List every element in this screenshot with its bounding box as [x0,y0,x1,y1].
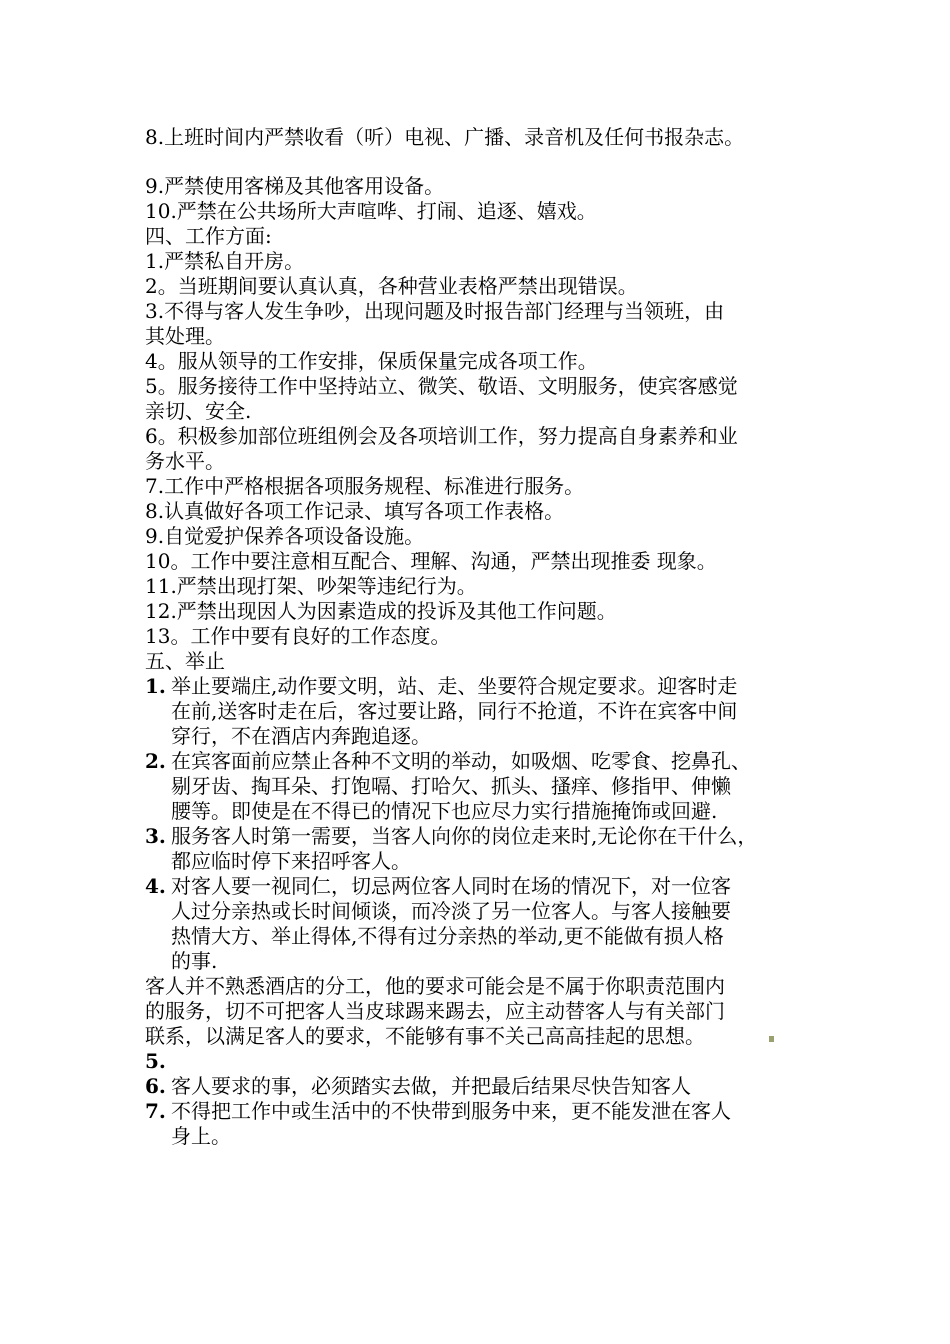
text-line: 2。当班期间要认真认真，各种营业表格严禁出现错误。 [145,274,638,298]
list-item-line: 在宾客面前应禁止各种不文明的举动，如吸烟、吃零食、挖鼻孔、 [171,749,751,773]
text-line: 6。积极参加部位班组例会及各项培训工作，努力提高自身素养和业 [145,424,738,448]
text-line: 13。工作中要有良好的工作态度。 [145,624,451,648]
text-line: 11.严禁出现打架、吵架等违纪行为。 [145,574,477,598]
list-number: 2. [145,749,166,773]
text-line: 9.自觉爱护保养各项设备设施。 [145,524,425,548]
list-item-line: 对客人要一视同仁，切忌两位客人同时在场的情况下，对一位客 [171,874,731,898]
list-item-line: 在前,送客时走在后，客过要让路，同行不抢道，不许在宾客中间 [171,699,738,723]
text-line: 其处理。 [145,324,225,348]
list-number: 3. [145,824,166,848]
text-line: 9.严禁使用客梯及其他客用设备。 [145,174,445,198]
paragraph-line: 客人并不熟悉酒店的分工，他的要求可能会是不属于你职责范围内 [145,974,725,998]
list-item-line: 举止要端庄,动作要文明，站、走、坐要符合规定要求。迎客时走 [171,674,738,698]
list-item-line: 服务客人时第一需要，当客人向你的岗位走来时,无论你在干什么， [171,824,758,848]
list-number: 7. [145,1099,166,1123]
text-line: 3.不得与客人发生争吵，出现问题及时报告部门经理与当领班，由 [145,299,725,323]
list-item-line: 身上。 [171,1124,231,1148]
paragraph-line: 的服务，切不可把客人当皮球踢来踢去，应主动替客人与有关部门 [145,999,725,1023]
small-mark [769,1036,774,1042]
list-item-line: 人过分亲热或长时间倾谈，而冷淡了另一位客人。与客人接触要 [171,899,731,923]
list-item-line: 穿行，不在酒店内奔跑追逐。 [171,724,431,748]
text-line: 10.严禁在公共场所大声喧哗、打闹、追逐、嬉戏。 [145,199,597,223]
section-heading: 五、举止 [145,649,225,673]
text-line: 8.认真做好各项工作记录、填写各项工作表格。 [145,499,565,523]
list-number: 5. [145,1049,166,1073]
text-line: 7.工作中严格根据各项服务规程、标准进行服务。 [145,474,585,498]
text-line: 10。工作中要注意相互配合、理解、沟通，严禁出现推委 现象。 [145,549,717,573]
list-item-line: 不得把工作中或生活中的不快带到服务中来，更不能发泄在客人 [171,1099,731,1123]
paragraph-line: 联系，以满足客人的要求，不能够有事不关己高高挂起的思想。 [145,1024,705,1048]
list-item-line: 热情大方、举止得体,不得有过分亲热的举动,更不能做有损人格 [171,924,724,948]
text-line: 务水平。 [145,449,225,473]
text-line: 5。服务接待工作中坚持站立、微笑、敬语、文明服务，使宾客感觉 [145,374,738,398]
list-number: 4. [145,874,166,898]
list-item-line: 的事. [171,949,218,973]
text-line: 12.严禁出现因人为因素造成的投诉及其他工作问题。 [145,599,617,623]
list-number: 1. [145,674,166,698]
list-item-line: 客人要求的事，必须踏实去做，并把最后结果尽快告知客人 [171,1074,691,1098]
list-item-line: 腰等。即使是在不得已的情况下也应尽力实行措施掩饰或回避. [171,799,718,823]
text-line: 1.严禁私自开房。 [145,249,305,273]
text-line: 8.上班时间内严禁收看（听）电视、广播、录音机及任何书报杂志。 [145,125,745,149]
list-item-line: 都应临时停下来招呼客人。 [171,849,411,873]
list-item-line: 剔牙齿、掏耳朵、打饱嗝、打哈欠、抓头、搔痒、修指甲、伸懒 [171,774,731,798]
text-line: 4。服从领导的工作安排，保质保量完成各项工作。 [145,349,598,373]
section-heading: 四、工作方面: [145,224,272,248]
text-line: 亲切、安全. [145,399,252,423]
list-number: 6. [145,1074,166,1098]
